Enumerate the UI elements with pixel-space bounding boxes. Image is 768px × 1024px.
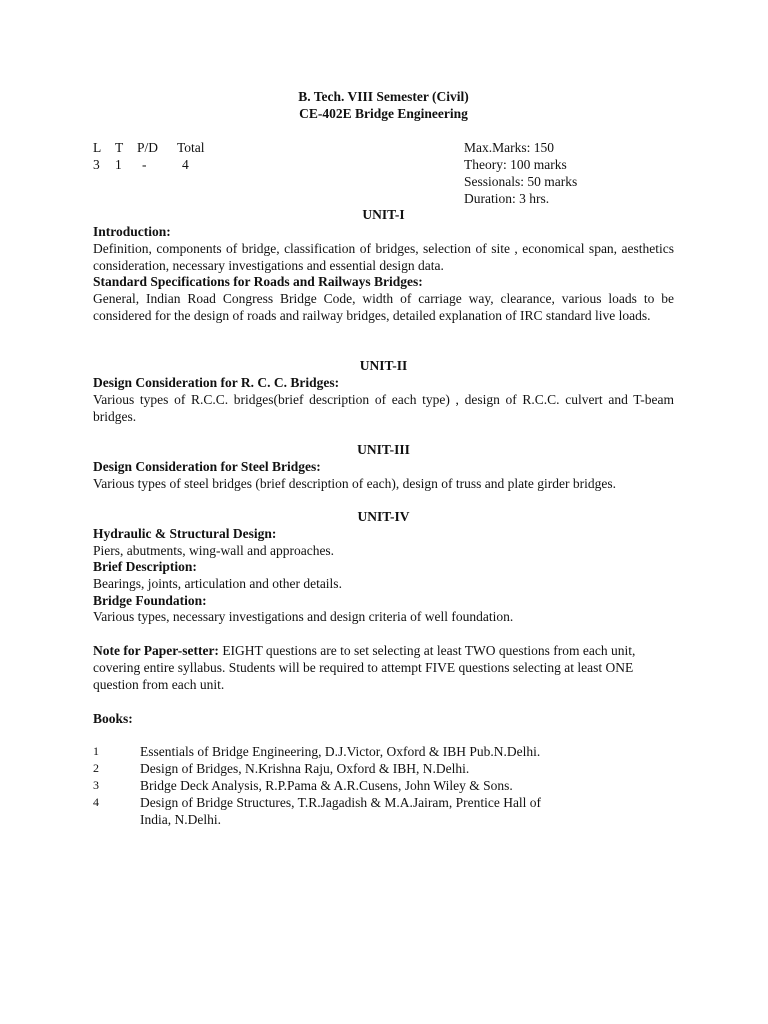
unit-2-text: Various types of R.C.C. bridges(brief description of each type) , design of R.C.C. culvert and T-beam bridges. — [93, 392, 674, 424]
scheme-header-total: Total — [177, 140, 205, 155]
unit-3-heading: Design Consideration for Steel Bridges: — [93, 459, 321, 474]
scheme-value-l: 3 — [93, 157, 100, 172]
scheme-headers — [93, 139, 205, 156]
unit-1-intro-text: Definition, components of bridge, classification of bridges, selection of site , economical span, aesthetics consideration, necessary investigations and essential design data. — [93, 241, 674, 273]
unit-1-heading-standards: Standard Specifications for Roads and Railways Bridges: — [93, 274, 423, 289]
scheme-value-pd: - — [142, 157, 147, 172]
paper-setter-note — [93, 642, 653, 693]
unit-1-title: UNIT-I — [362, 207, 405, 222]
unit-2-title: UNIT-II — [359, 358, 408, 373]
note-text: EIGHT questions are to set selecting at least TWO questions from each unit, covering entire syllabus. Students will be required to attempt FIVE questions selecting at least ONE question from each unit. — [93, 643, 636, 692]
unit-3-text: Various types of steel bridges (brief description of each), design of truss and plate girder bridges. — [93, 476, 616, 491]
note-label: Note for Paper-setter: — [93, 643, 219, 658]
exam-duration: Duration: 3 hrs. — [464, 191, 550, 206]
scheme-header-t: T — [115, 140, 124, 155]
theory-marks: Theory: 100 marks — [464, 157, 567, 172]
unit-4-hydraulic-text: Piers, abutments, wing-wall and approaches. — [93, 543, 335, 558]
scheme-value-t: 1 — [115, 157, 122, 172]
scheme-header-pd: P/D — [137, 140, 159, 155]
book-number-1: 1 — [93, 744, 99, 758]
unit-4-brief-text: Bearings, joints, articulation and other details. — [93, 576, 342, 591]
unit-3-title: UNIT-III — [357, 442, 410, 457]
book-number-4: 4 — [93, 795, 99, 809]
books-heading: Books: — [93, 711, 133, 726]
book-entry-4-continued: India, N.Delhi. — [140, 812, 221, 827]
scheme-value-total: 4 — [182, 157, 189, 172]
scheme-header-l: L — [93, 140, 102, 155]
scheme-values — [93, 156, 189, 173]
book-entry-4: Design of Bridge Structures, T.R.Jagadish & M.A.Jairam, Prentice Hall of — [140, 795, 542, 810]
book-number-2: 2 — [93, 761, 99, 775]
unit-1-standards-text: General, Indian Road Congress Bridge Code, width of carriage way, clearance, various loads to be considered for the design of roads and railway bridges, detailed explanation of IRC standard live loads. — [93, 291, 674, 323]
unit-4-heading-hydraulic: Hydraulic & Structural Design: — [93, 526, 277, 541]
unit-4-title: UNIT-IV — [357, 509, 410, 524]
book-number-3: 3 — [93, 778, 99, 792]
book-entry-1: Essentials of Bridge Engineering, D.J.Victor, Oxford & IBH Pub.N.Delhi. — [140, 744, 541, 759]
unit-4-heading-foundation: Bridge Foundation: — [93, 593, 207, 608]
max-marks: Max.Marks: 150 — [464, 140, 554, 155]
book-entry-2: Design of Bridges, N.Krishna Raju, Oxford & IBH, N.Delhi. — [140, 761, 470, 776]
book-entry-3: Bridge Deck Analysis, R.P.Pama & A.R.Cusens, John Wiley & Sons. — [140, 778, 513, 793]
unit-4-heading-brief: Brief Description: — [93, 559, 197, 574]
unit-1-heading-intro: Introduction: — [93, 224, 171, 239]
course-title: CE-402E Bridge Engineering — [299, 106, 468, 121]
sessional-marks: Sessionals: 50 marks — [464, 174, 578, 189]
course-semester: B. Tech. VIII Semester (Civil) — [298, 89, 469, 104]
unit-4-foundation-text: Various types, necessary investigations and design criteria of well foundation. — [93, 609, 514, 624]
unit-2-heading: Design Consideration for R. C. C. Bridges: — [93, 375, 340, 390]
